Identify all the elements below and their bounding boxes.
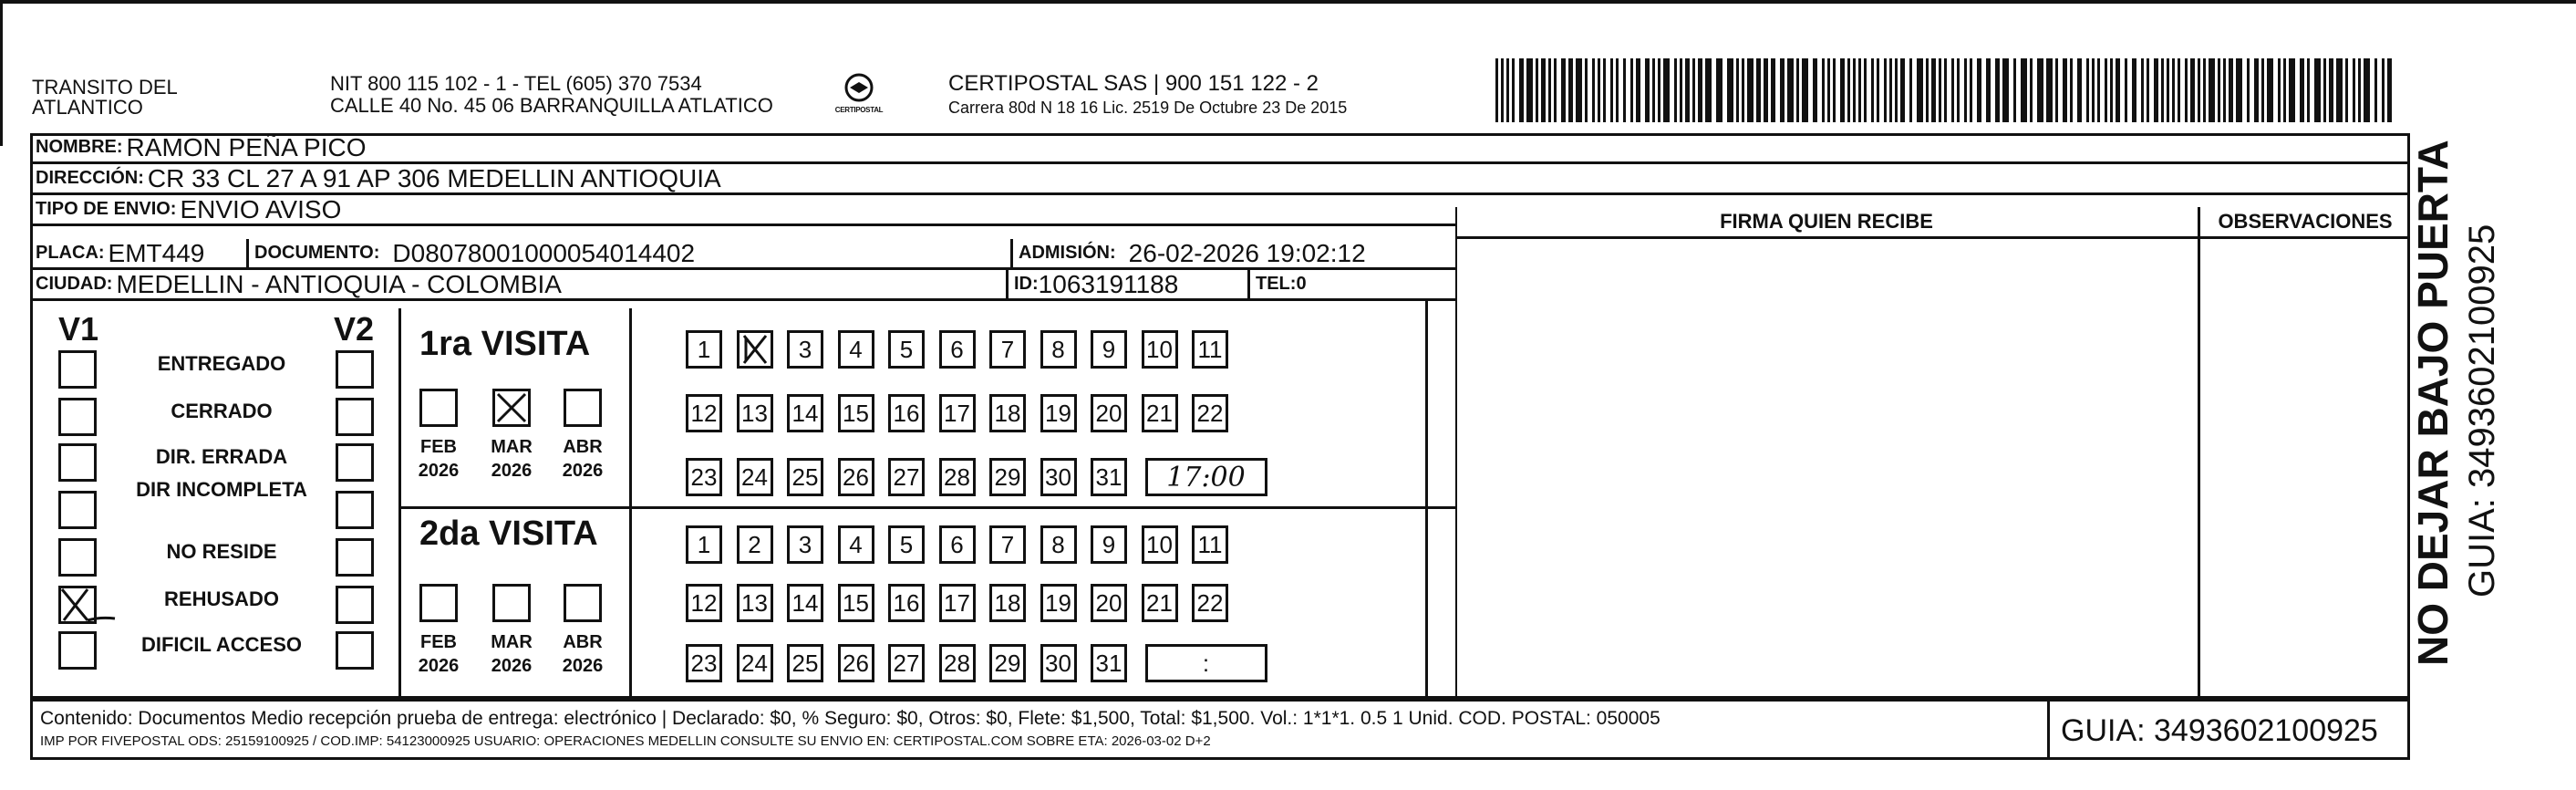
row-ciudad xyxy=(30,270,1455,301)
address-line: CALLE 40 No. 45 06 BARRANQUILLA ATLATICO xyxy=(330,94,773,117)
day-box[interactable]: 9 xyxy=(1091,525,1127,564)
certipostal-logo xyxy=(832,68,886,122)
direccion-label: DIRECCIÓN: xyxy=(36,168,144,188)
visit-days-right xyxy=(1425,301,1428,699)
v1-checkbox[interactable] xyxy=(58,350,97,389)
day-box[interactable]: 11 xyxy=(1192,330,1228,369)
month-label: FEB xyxy=(420,632,457,652)
v1-checkbox[interactable] xyxy=(58,443,97,482)
handwritten-time[interactable]: 17:00 xyxy=(1145,458,1267,496)
firma-label: FIRMA QUIEN RECIBE xyxy=(1720,210,1933,233)
day-box[interactable]: 5 xyxy=(888,330,925,369)
day-box[interactable]: 23 xyxy=(686,458,722,496)
month-checkbox[interactable] xyxy=(564,584,602,622)
day-box[interactable]: 24 xyxy=(737,458,773,496)
month-label: FEB xyxy=(420,437,457,457)
year-label: 2026 xyxy=(491,461,533,481)
v1-checkbox[interactable] xyxy=(58,491,97,529)
direccion-value: CR 33 CL 27 A 91 AP 306 MEDELLIN ANTIOQUIA xyxy=(147,163,721,192)
day-box[interactable]: 27 xyxy=(888,458,925,496)
year-label: 2026 xyxy=(491,656,533,676)
footer-guia-divider xyxy=(2047,699,2050,760)
v2-checkbox[interactable] xyxy=(336,538,374,577)
day-box[interactable]: 25 xyxy=(787,644,823,682)
day-box[interactable]: 29 xyxy=(989,644,1026,682)
ciudad-value: MEDELLIN - ANTIOQUIA - COLOMBIA xyxy=(116,269,562,298)
v1-checkbox[interactable] xyxy=(58,538,97,577)
year-label: 2026 xyxy=(562,461,604,481)
day-box[interactable]: 19 xyxy=(1040,394,1077,432)
day-box[interactable]: 24 xyxy=(737,644,773,682)
day-box[interactable]: 21 xyxy=(1142,584,1178,622)
license-line: Carrera 80d N 18 16 Lic. 2519 De Octubre 23 De 2015 xyxy=(948,99,1348,117)
v2-label: V2 xyxy=(334,310,375,348)
day-box[interactable]: 25 xyxy=(787,458,823,496)
day-box[interactable]: 7 xyxy=(989,525,1026,564)
day-box[interactable]: 30 xyxy=(1040,644,1077,682)
id-label: ID: xyxy=(1014,274,1039,294)
placa-label: PLACA: xyxy=(36,243,105,263)
month-label: MAR xyxy=(491,437,533,457)
ciudad-label: CIUDAD: xyxy=(36,274,113,294)
status-option-label: DIR INCOMPLETA xyxy=(136,478,307,501)
logo-text: CERTIPOSTAL xyxy=(834,106,884,114)
day-box[interactable]: 13 xyxy=(737,394,773,432)
day-box[interactable]: 10 xyxy=(1142,525,1178,564)
x-mark-icon xyxy=(737,330,773,369)
v2-checkbox[interactable] xyxy=(336,586,374,624)
month-checkbox[interactable] xyxy=(492,584,531,622)
status-option-label: NO RESIDE xyxy=(166,540,277,563)
v1-label: V1 xyxy=(58,310,99,348)
day-box[interactable]: 13 xyxy=(737,584,773,622)
footer-guia-box: GUIA: 3493602100925 xyxy=(2061,713,2378,748)
month-checkbox[interactable] xyxy=(564,389,602,427)
company-line: CERTIPOSTAL SAS | 900 151 122 - 2 xyxy=(948,71,1319,96)
status-option-label: CERRADO xyxy=(171,400,273,422)
status-option-label: DIFICIL ACCESO xyxy=(140,633,302,656)
v2-checkbox[interactable] xyxy=(336,491,374,529)
day-box[interactable]: 16 xyxy=(888,584,925,622)
observaciones-label: OBSERVACIONES xyxy=(2218,210,2393,233)
documento-value: D08078001000054014402 xyxy=(392,238,696,267)
row-nombre xyxy=(30,133,2410,164)
tel-label: TEL: xyxy=(1256,274,1297,294)
id-value: 1063191188 xyxy=(1038,269,1179,298)
footer-imp-line: IMP POR FIVEPOSTAL ODS: 25159100925 / COD.IMP: 54123000925 USUARIO: OPERACIONES MEDELLIN CONSULTE SU ENVIO EN: CERTIPOSTAL.COM SOBRE ETA: 2026-03-02 D+2 xyxy=(40,733,1211,749)
day-box[interactable]: 15 xyxy=(838,584,874,622)
firma-header-line xyxy=(1455,236,2410,239)
day-box[interactable]: 14 xyxy=(787,584,823,622)
v2-checkbox[interactable] xyxy=(336,398,374,436)
day-box[interactable]: 5 xyxy=(888,525,925,564)
day-box[interactable]: 4 xyxy=(838,525,874,564)
day-box[interactable]: 15 xyxy=(838,394,874,432)
day-box[interactable]: 18 xyxy=(989,394,1026,432)
time-box[interactable]: : xyxy=(1145,644,1267,682)
day-box[interactable]: 18 xyxy=(989,584,1026,622)
day-box[interactable]: 26 xyxy=(838,644,874,682)
day-box[interactable]: 3 xyxy=(787,330,823,369)
month-label: ABR xyxy=(563,632,603,652)
v1-checkbox[interactable] xyxy=(58,631,97,670)
day-box[interactable]: 6 xyxy=(939,330,976,369)
day-box[interactable]: 10 xyxy=(1142,330,1178,369)
day-box[interactable]: 2 xyxy=(737,525,773,564)
left-border xyxy=(0,0,3,146)
status-panel-divider xyxy=(398,308,401,699)
day-box[interactable]: 22 xyxy=(1192,394,1228,432)
day-box[interactable]: 1 xyxy=(686,330,722,369)
day-box[interactable]: 30 xyxy=(1040,458,1077,496)
admision-label: ADMISIÓN: xyxy=(1019,243,1116,263)
v2-checkbox[interactable] xyxy=(336,443,374,482)
v1-checkbox[interactable] xyxy=(58,398,97,436)
month-checkbox[interactable] xyxy=(419,389,458,427)
day-box[interactable]: 29 xyxy=(989,458,1026,496)
day-box[interactable]: 22 xyxy=(1192,584,1228,622)
year-label: 2026 xyxy=(418,656,460,676)
firma-column xyxy=(1455,207,1457,699)
day-box[interactable]: 1 xyxy=(686,525,722,564)
visit1-title: 1ra VISITA xyxy=(419,325,591,363)
admision-value: 26-02-2026 19:02:12 xyxy=(1128,238,1366,267)
obs-column xyxy=(2198,207,2200,699)
documento-label: DOCUMENTO: xyxy=(254,243,380,263)
day-box[interactable]: 3 xyxy=(787,525,823,564)
org-name-line1: TRANSITO DEL xyxy=(32,76,178,99)
day-box[interactable]: 20 xyxy=(1091,394,1127,432)
day-box[interactable]: 17 xyxy=(939,394,976,432)
day-box[interactable]: 4 xyxy=(838,330,874,369)
day-box[interactable]: 16 xyxy=(888,394,925,432)
visit2-title: 2da VISITA xyxy=(419,515,598,553)
footer-contenido: Contenido: Documentos Medio recepción prueba de entrega: electrónico | Declarado: $0, % Seguro: $0, Otros: $0, Flete: $1,500, Total: $1,500. Vol.: 1*1*1. 0.5 1 Unid. COD. POSTAL: 050005 xyxy=(40,708,1660,729)
nombre-value: RAMON PEÑA PICO xyxy=(126,132,367,161)
nit-line: NIT 800 115 102 - 1 - TEL (605) 370 7534 xyxy=(330,72,702,95)
v2-checkbox[interactable] xyxy=(336,631,374,670)
visit-divider xyxy=(401,506,1455,509)
day-box[interactable]: 27 xyxy=(888,644,925,682)
day-box[interactable]: 11 xyxy=(1192,525,1228,564)
v2-checkbox[interactable] xyxy=(336,350,374,389)
day-box[interactable]: 28 xyxy=(939,458,976,496)
day-box[interactable]: 19 xyxy=(1040,584,1077,622)
side-warning: NO DEJAR BAJO PUERTA xyxy=(2409,140,2457,666)
placa-value: EMT449 xyxy=(108,238,205,267)
day-box[interactable]: 8 xyxy=(1040,525,1077,564)
day-box[interactable]: 14 xyxy=(787,394,823,432)
day-box[interactable]: 9 xyxy=(1091,330,1127,369)
tel-value: 0 xyxy=(1296,274,1307,294)
month-checkbox[interactable] xyxy=(419,584,458,622)
visit-month-divider xyxy=(629,308,632,699)
day-box[interactable]: 23 xyxy=(686,644,722,682)
row-placa xyxy=(30,239,1455,270)
day-box[interactable]: 8 xyxy=(1040,330,1077,369)
nombre-label: NOMBRE: xyxy=(36,137,123,157)
day-box[interactable]: 12 xyxy=(686,394,722,432)
status-option-label: ENTREGADO xyxy=(157,352,286,375)
row-direccion xyxy=(30,164,2410,195)
day-box[interactable]: 17 xyxy=(939,584,976,622)
day-box[interactable]: 6 xyxy=(939,525,976,564)
tipo-value: ENVIO AVISO xyxy=(180,194,342,223)
day-box[interactable]: 31 xyxy=(1091,458,1127,496)
handwritten-check-mark xyxy=(55,584,119,629)
side-guia: GUIA: 3493602100925 xyxy=(2462,223,2502,598)
year-label: 2026 xyxy=(418,461,460,481)
day-box[interactable]: 21 xyxy=(1142,394,1178,432)
top-border xyxy=(0,0,2576,4)
barcode xyxy=(1495,58,2398,122)
day-box[interactable]: 28 xyxy=(939,644,976,682)
status-option-label: REHUSADO xyxy=(164,587,279,610)
month-label: MAR xyxy=(491,632,533,652)
day-box[interactable]: 7 xyxy=(989,330,1026,369)
year-label: 2026 xyxy=(562,656,604,676)
status-option-label: DIR. ERRADA xyxy=(155,445,288,468)
month-label: ABR xyxy=(563,437,603,457)
day-box[interactable]: 12 xyxy=(686,584,722,622)
org-name-line2: ATLANTICO xyxy=(32,96,143,119)
day-box[interactable]: 26 xyxy=(838,458,874,496)
x-mark-icon xyxy=(492,389,531,427)
day-box[interactable]: 20 xyxy=(1091,584,1127,622)
day-box[interactable]: 31 xyxy=(1091,644,1127,682)
tipo-label: TIPO DE ENVIO: xyxy=(36,199,177,219)
